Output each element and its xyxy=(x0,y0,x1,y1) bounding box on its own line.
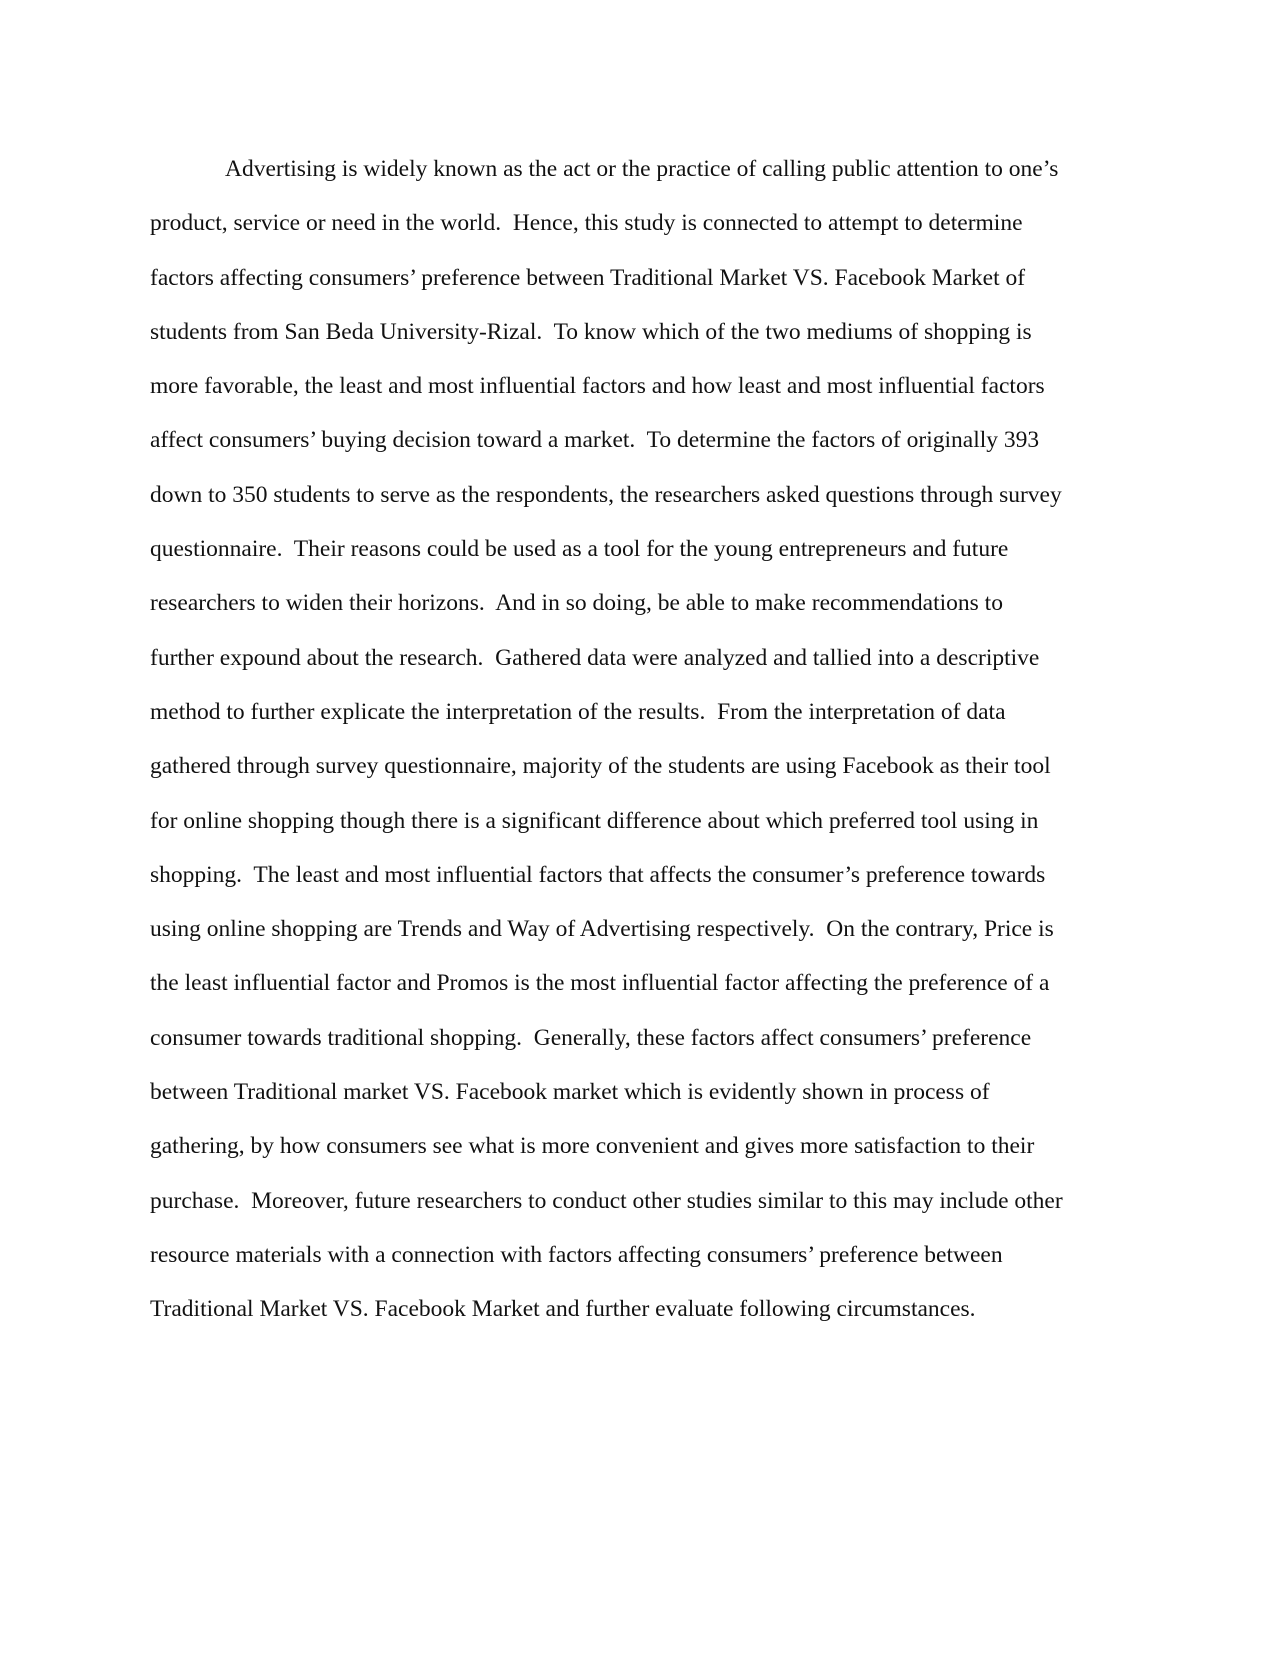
paragraph-line: for online shopping though there is a significant difference about which preferred tool using in xyxy=(150,807,1039,834)
paragraph-line: factors affecting consumers’ preference between Traditional Market VS. Facebook Market of xyxy=(150,264,1026,291)
paragraph-line: method to further explicate the interpretation of the results. From the interpretation of data xyxy=(150,698,1006,725)
paragraph-line: down to 350 students to serve as the respondents, the researchers asked questions through survey xyxy=(150,481,1062,508)
paragraph-line: students from San Beda University-Rizal. To know which of the two mediums of shopping is xyxy=(150,318,1032,345)
paragraph-line: product, service or need in the world. Hence, this study is connected to attempt to determine xyxy=(150,210,1023,237)
paragraph-line: resource materials with a connection with factors affecting consumers’ preference between xyxy=(150,1241,1003,1268)
paragraph-line: using online shopping are Trends and Way of Advertising respectively. On the contrary, Price is xyxy=(150,916,1054,943)
paragraph-line: further expound about the research. Gathered data were analyzed and tallied into a descriptive xyxy=(150,644,1040,671)
paragraph-line: shopping. The least and most influential factors that affects the consumer’s preference towards xyxy=(150,861,1046,888)
paragraph-line: affect consumers’ buying decision toward a market. To determine the factors of originally 393 xyxy=(150,427,1040,454)
paragraph-line: researchers to widen their horizons. And in so doing, be able to make recommendations to xyxy=(150,590,1003,617)
paragraph-line: purchase. Moreover, future researchers to conduct other studies similar to this may include other xyxy=(150,1187,1063,1214)
paragraph-line: gathered through survey questionnaire, majority of the students are using Facebook as their tool xyxy=(150,753,1051,780)
paragraph-line: between Traditional market VS. Facebook market which is evidently shown in process of xyxy=(150,1079,990,1106)
paragraph-line: questionnaire. Their reasons could be used as a tool for the young entrepreneurs and future xyxy=(150,536,1009,563)
abstract-paragraph xyxy=(150,142,1140,1337)
paragraph-line: the least influential factor and Promos is the most influential factor affecting the preference of a xyxy=(150,970,1050,997)
paragraph-line: Advertising is widely known as the act or the practice of calling public attention to one’s xyxy=(225,156,1059,182)
paragraph-line: gathering, by how consumers see what is more convenient and gives more satisfaction to their xyxy=(150,1133,1035,1160)
paragraph-line: Traditional Market VS. Facebook Market and further evaluate following circumstances. xyxy=(150,1296,976,1323)
paragraph-line: more favorable, the least and most influential factors and how least and most influential factors xyxy=(150,373,1045,400)
paragraph-line: consumer towards traditional shopping. Generally, these factors affect consumers’ preference xyxy=(150,1024,1032,1051)
